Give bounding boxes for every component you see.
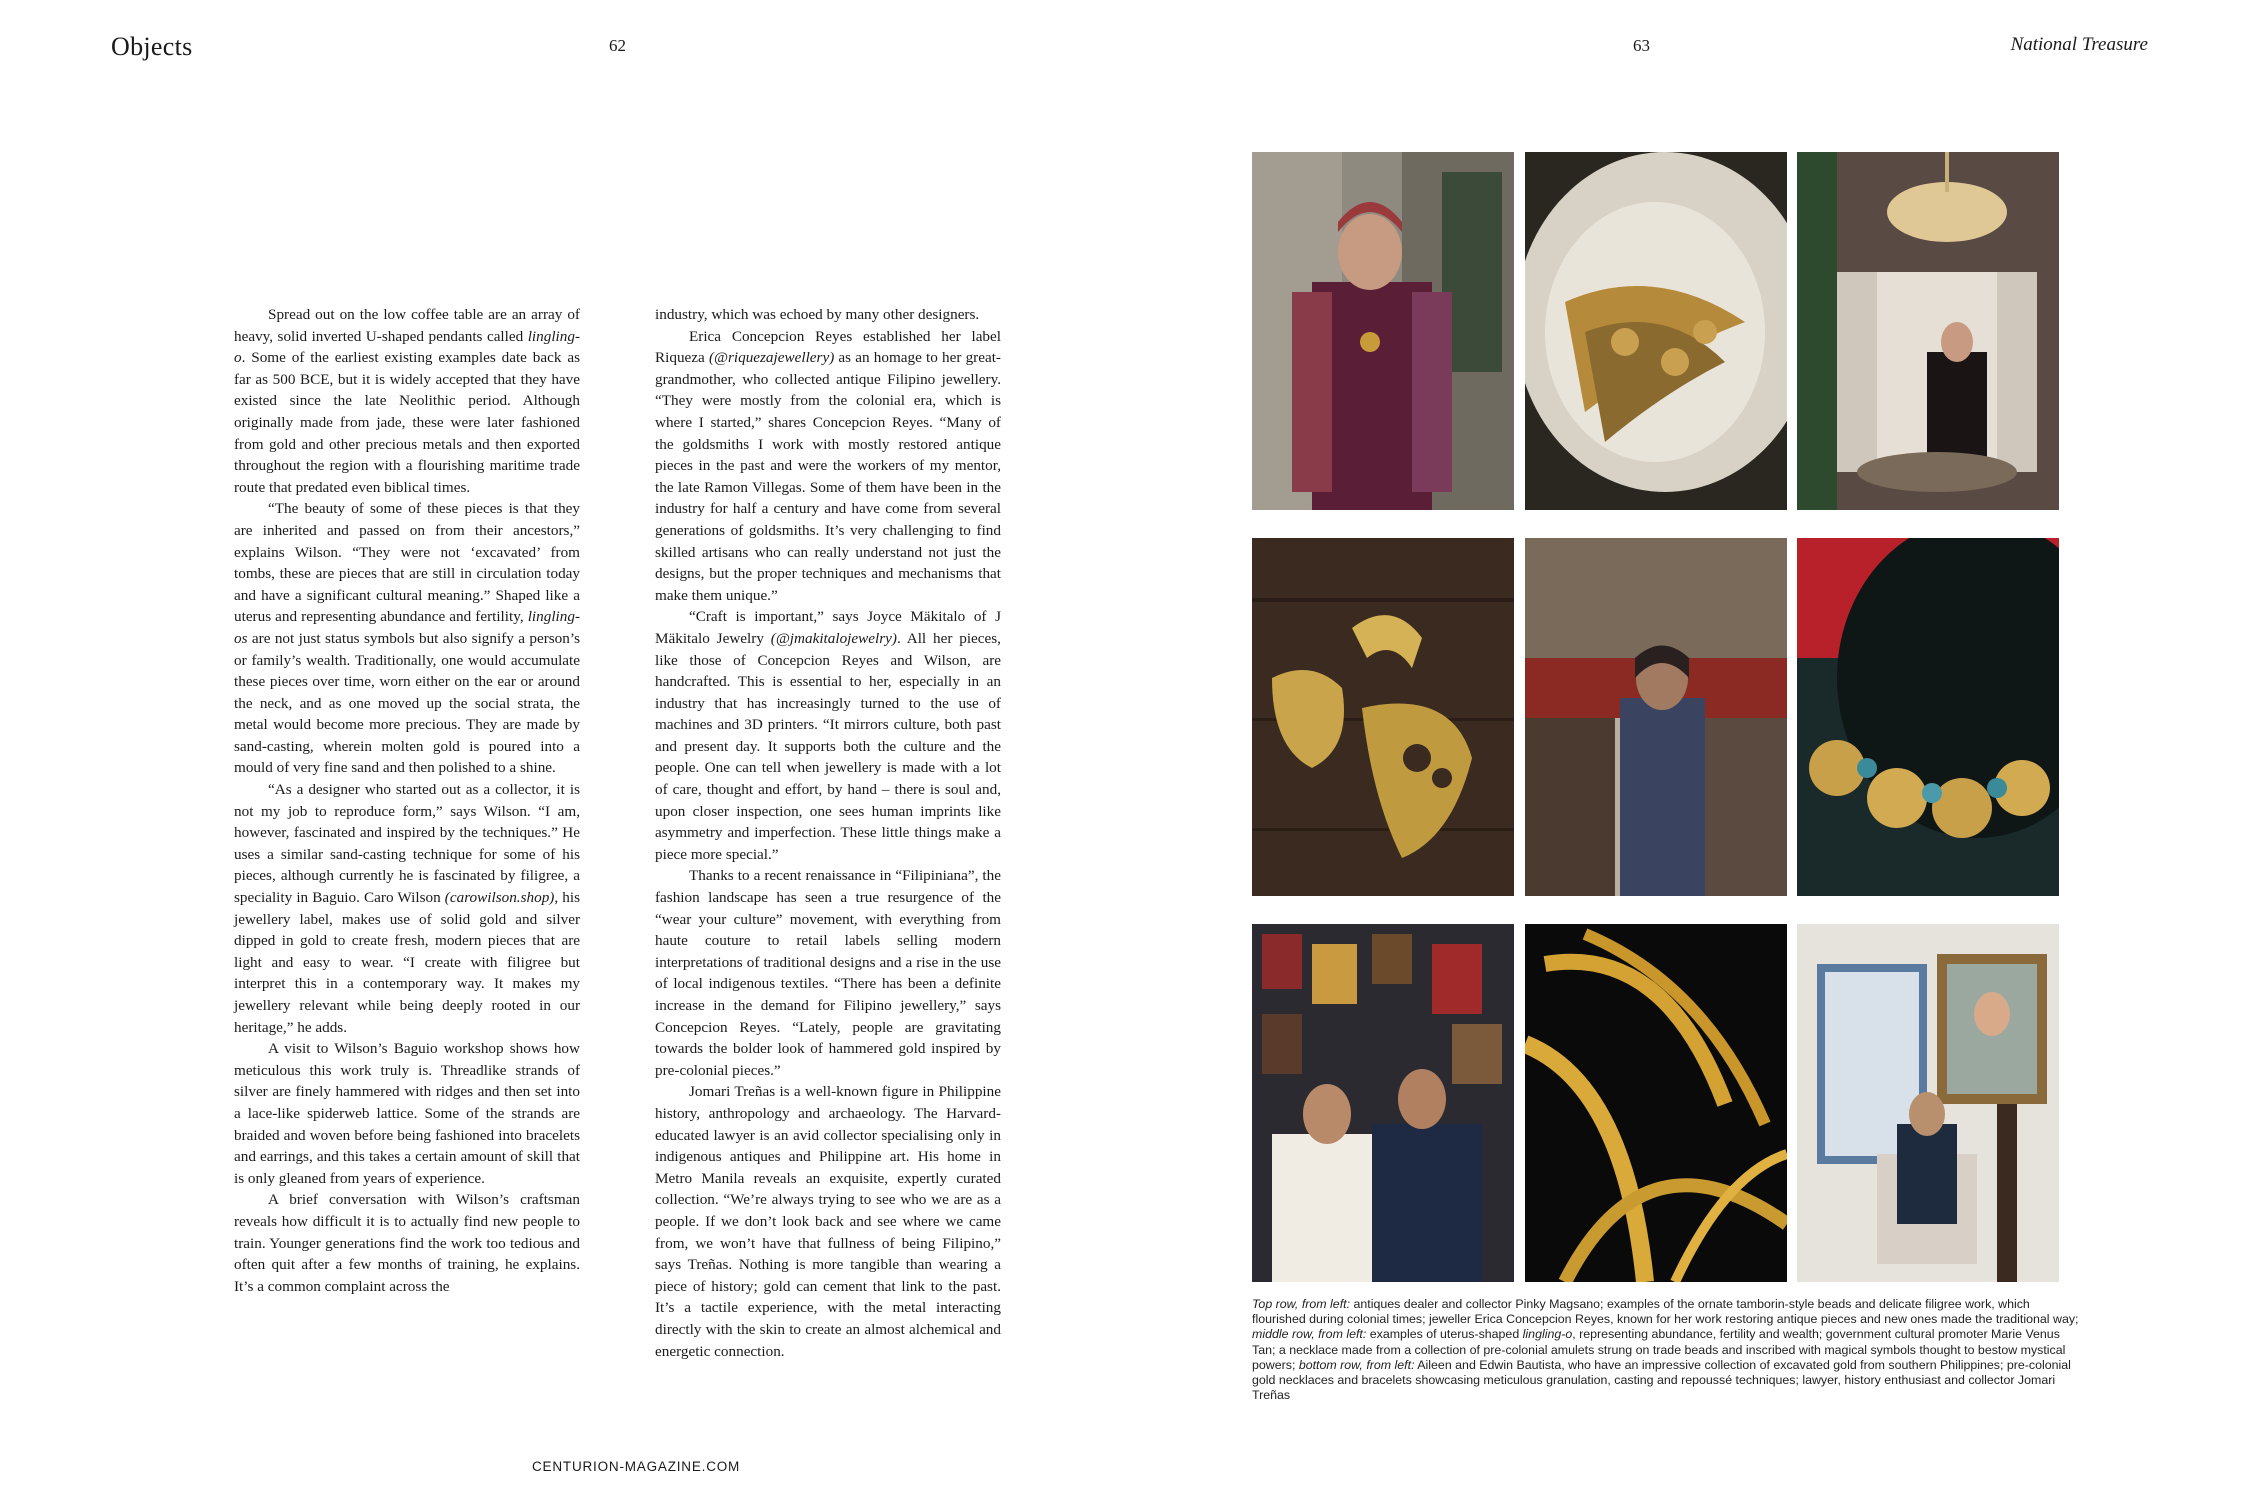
paragraph: industry, which was echoed by many other designers. [655,306,980,323]
paragraph: Thanks to a recent renaissance in “Filipiniana”, the fashion landscape has seen a true resurgence of the “wear your culture” movement, with everything from haute couture to retail labels selling modern interpretations of traditional designs and a rise in the use of local indigenous textiles. “There has been a definite increase in the demand for Filipino jewellery,” says Concepcion Reyes. “Lately, people are gravitating towards the bolder look of hammered gold inspired by pre-colonial pieces.” [655,867,1001,1079]
photo-amulet-necklace [1797,538,2059,896]
photo-caption: Top row, from left: antiques dealer and collector Pinky Magsano; examples of the ornate tamborin-style beads and delicate filigree work, which flourished during colonial times; jeweller Erica Concepcion Reyes, known for her work restoring antique pieces and new ones made the traditional way; middle row, from left: examples of uterus-shaped lingling-o, representing abundance, fertility and wealth; government cultural promoter Marie Venus Tan; a necklace made from a collection of pre-colonial amulets strung on trade beads and inscribed with magical symbols thought to bestow mystical powers; bottom row, from left: Aileen and Edwin Bautista, who have an impressive collection of excavated gold from southern Philippines; pre-colonial gold necklaces and bracelets showcasing meticulous granulation, casting and repoussé techniques; lawyer, history enthusiast and collector Jomari Treñas [1252,1297,2079,1403]
photo-portrait-woman-fireplace [1525,538,1787,896]
section-title: Objects [111,32,193,61]
footer-url: CENTURION-MAGAZINE.COM [532,1459,741,1474]
photo-gold-necklaces [1525,924,1787,1282]
photo-man-with-portrait-painting [1797,924,2059,1282]
photo-portrait-woman-chandelier [1797,152,2059,510]
paragraph: Spread out on the low coffee table are an array of heavy, solid inverted U-shaped pendants called lingling-o. Some of the earliest existing examples date back as far as 500 BCE, but it is widely accepted that they have existed since the late Neolithic period. Although originally made from jade, these were later fashioned from gold and other precious metals and then exported throughout the region with a flourishing maritime trade route that predated even biblical times. [234,306,580,496]
article-column-2 [655,304,1001,1362]
feature-title: National Treasure [2010,34,2148,55]
paragraph: “Craft is important,” says Joyce Mäkitalo of J Mäkitalo Jewelry (@jmakitalojewelry). All her pieces, like those of Concepcion Reyes and Wilson, are handcrafted. This is essential to her, especially in an industry that has increasingly turned to the use of machines and 3D printers. “It mirrors culture, both past and present day. It supports both the culture and the people. One can tell when jewellery is made with a lot of care, thought and effort, by hand – there is soul and, upon closer inspection, one sees human imprints like asymmetry and imperfection. These little things make a piece more special.” [655,608,1001,863]
page-number-left: 62 [609,36,626,55]
photo-couple-collectors [1252,924,1514,1282]
paragraph: “As a designer who started out as a collector, it is not my job to reproduce form,” says Wilson. “I am, however, fascinated and inspired by the techniques.” He uses a similar sand-casting technique for some of his pieces, although currently he is fascinated by filigree, a speciality in Baguio. Caro Wilson (carowilson.shop), his jewellery label, makes use of solid gold and silver dipped in gold to create fresh, modern pieces that are light and easy to wear. “I create with filigree but interpret this in a contemporary way. It makes my jewellery relevant while being deeply rooted in our heritage,” he adds. [234,781,580,1036]
paragraph: Jomari Treñas is a well-known figure in Philippine history, anthropology and archaeology. The Harvard-educated lawyer is an avid collector specialising only in indigenous antiques and Philippine art. His home in Metro Manila reveals an exquisite, expertly curated collection. “We’re always trying to see who we are as a people. If we don’t look back and see where we came from, we won’t have that fullness of being Filipino,” says Treñas. Nothing is more tangible than wearing a piece of history; gold can cement that link to the past. It’s a tactile experience, with the metal interacting directly with the skin to create an almost alchemical and energetic connection. [655,1083,1001,1360]
photo-tamborin-beads-shell [1525,152,1787,510]
photo-grid [1252,152,2062,1282]
photo-lingling-o-pendants [1252,538,1514,896]
photo-portrait-woman-striped-jacket [1252,152,1514,510]
page-number-right: 63 [1633,36,1650,55]
paragraph: Erica Concepcion Reyes established her label Riqueza (@riquezajewellery) as an homage to her great-grandmother, who collected antique Filipino jewellery. “They were mostly from the colonial era, which is where I started,” shares Concepcion Reyes. “Many of the goldsmiths I work with mostly restored antique pieces in the past and were the workers of my mentor, the late Ramon Villegas. Some of them have been in the industry for half a century and have come from several generations of goldsmiths. It’s very challenging to find skilled artisans who can really understand not just the designs, but the proper techniques and mechanisms that make them unique.” [655,327,1001,604]
paragraph: A visit to Wilson’s Baguio workshop shows how meticulous this work truly is. Threadlike strands of silver are finely hammered with ridges and then set into a lace-like spiderweb lattice. Some of the strands are braided and woven before being fashioned into bracelets and earrings, and this takes a certain amount of skill that is only gleaned from years of experience. [234,1040,580,1187]
article-column-1 [234,304,580,1297]
paragraph: “The beauty of some of these pieces is that they are inherited and passed on from their ancestors,” explains Wilson. “They were not ‘excavated’ from tombs, these are pieces that are still in circulation today and have a significant cultural meaning.” Shaped like a uterus and representing abundance and fertility, lingling-os are not just status symbols but also signify a person’s or family’s wealth. Traditionally, one would accumulate these pieces over time, worn either on the ear or around the neck, and as one moved up the social strata, the metal would become more precious. They are made by sand-casting, wherein molten gold is poured into a mould of very fine sand and then polished to a shine. [234,500,580,777]
paragraph: A brief conversation with Wilson’s craftsman reveals how difficult it is to actually find new people to train. Younger generations find the work too tedious and often quit after a few months of training, he explains. It’s a common complaint across the [234,1191,580,1295]
